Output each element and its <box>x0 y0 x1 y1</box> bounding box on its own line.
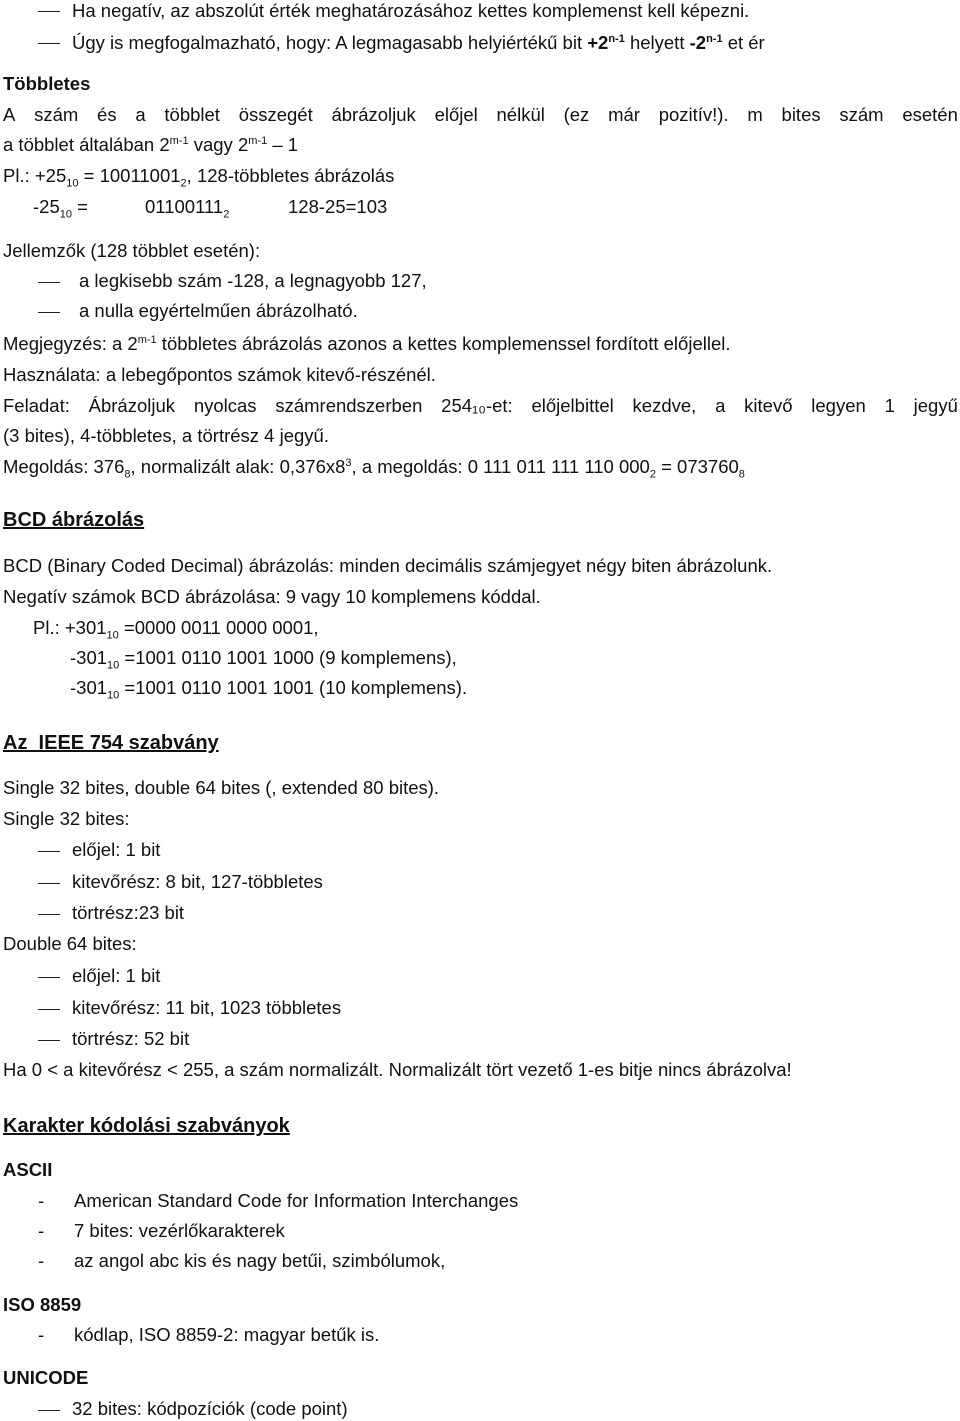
bullet-text: a legkisebb szám -128, a legnagyobb 127, <box>79 270 427 291</box>
section-heading-bcd: BCD ábrázolás <box>3 509 145 531</box>
bullet-text: törtrész: 52 bit <box>72 1028 190 1049</box>
bullet-dash <box>38 914 60 915</box>
bullet-text: a nulla egyértelműen ábrázolható. <box>79 300 358 321</box>
paragraph-line: a többlet általában 2$^{m-1}$ vagy 2$^{m-1}$ – 1 <box>3 134 299 155</box>
iso-heading: ISO 8859 <box>3 1294 82 1315</box>
paragraph-line: BCD (Binary Coded Decimal) ábrázolás: minden decimális számjegyet négy biten ábrázolunk. <box>3 555 773 576</box>
example-line: $-301_{10} =1001$ 0110 1001 1000 (9 komplemens), <box>70 647 457 672</box>
word: nyolcas <box>193 395 257 416</box>
bullet-text: Úgy is megfogalmazható, hogy: A legmagasabb helyiértékű bit $+2^{n-1}$ helyett -2$^{n-1}$ et ér <box>72 32 765 53</box>
usage-line: Használata: a lebegőpontos számok kitevő-részénél. <box>3 364 436 385</box>
props-heading: Jellemzők (128 többlet esetén): <box>3 240 261 261</box>
word: esetén <box>902 104 958 125</box>
list-item: az angol abc kis és nagy betűi, szimbólumok, <box>74 1250 446 1271</box>
word: és <box>97 104 117 125</box>
task-line: (3 bites), 4-többletes, a törtrész 4 jegyű. <box>3 425 329 446</box>
bullet-dash <box>38 1009 60 1010</box>
word: ábrázoljuk <box>331 104 416 125</box>
word: a <box>715 395 726 416</box>
word: többlet <box>164 104 220 125</box>
word: legyen <box>811 395 866 416</box>
word: már <box>608 104 640 125</box>
word: a <box>135 104 146 125</box>
ascii-heading: ASCII <box>3 1159 53 1180</box>
section-heading-karakter: Karakter kódolási szabványok <box>3 1115 290 1137</box>
word: 1 <box>884 395 895 416</box>
word: A <box>3 104 16 125</box>
word: (ez <box>563 104 590 125</box>
paragraph-line <box>3 104 958 126</box>
list-item: American Standard Code for Information Interchanges <box>74 1190 519 1211</box>
bullet-dash <box>38 851 60 852</box>
bullet-text: Ha negatív, az abszolút érték meghatározásához kettes komplemenst kell képezni. <box>72 0 750 21</box>
example-line: Pl.: $+301_{10} =0000$ 0011 0000 0001, <box>33 617 319 642</box>
section-heading-ieee: Az IEEE 754 szabvány <box>3 732 219 754</box>
note-line: Megjegyzés: a 2$^{m-1}$ többletes ábrázolás azonos a kettes komplemenssel fordított előjellel. <box>3 333 731 354</box>
double-heading: Double 64 bites: <box>3 933 137 954</box>
bullet-text: 32 bites: kódpozíciók (code point) <box>72 1398 348 1419</box>
word: 254₁₀-et: <box>441 395 513 416</box>
bullet-dash <box>38 312 60 313</box>
example-line: $-25_{10}$ = <box>33 196 88 221</box>
unicode-heading: UNICODE <box>3 1367 89 1388</box>
bullet-text: előjel: 1 bit <box>72 965 161 986</box>
example-binary: $01100111_2$ <box>145 196 230 221</box>
word: jegyű <box>913 395 958 416</box>
word: bites <box>781 104 821 125</box>
bullet-dash <box>38 1410 60 1411</box>
word: számrendszerben <box>275 395 423 416</box>
word: összegét <box>238 104 313 125</box>
word: kitevő <box>744 395 793 416</box>
word: előjel <box>434 104 478 125</box>
paragraph-line: Negatív számok BCD ábrázolása: 9 vagy 10 komplemens kóddal. <box>3 586 541 607</box>
hyphen-bullet: - <box>38 1190 45 1211</box>
hyphen-bullet: - <box>38 1220 45 1241</box>
bullet-dash <box>38 883 60 884</box>
bullet-text: törtrész:23 bit <box>72 902 185 923</box>
bullet-dash <box>38 43 60 44</box>
example-line: Pl.: $+25_{10} = 10011001_2$, 128-többletes ábrázolás <box>3 165 395 190</box>
example-result: 128-25=103 <box>288 196 388 217</box>
hyphen-bullet: - <box>38 1250 45 1271</box>
list-item: 7 bites: vezérlőkarakterek <box>74 1220 285 1241</box>
word: Ábrázoljuk <box>88 395 176 416</box>
section-heading: Többletes <box>3 73 91 94</box>
paragraph-line: Ha 0 < a kitevőrész < 255, a szám normalizált. Normalizált tört vezető 1-es bitje nincs ábrázolva! <box>3 1059 792 1080</box>
list-item: kódlap, ISO 8859-2: magyar betűk is. <box>74 1324 380 1345</box>
bullet-dash <box>38 282 60 283</box>
word: pozitív!). <box>658 104 729 125</box>
bullet-text: kitevőrész: 11 bit, 1023 többletes <box>72 997 342 1018</box>
word: kezdve, <box>632 395 697 416</box>
bullet-dash <box>38 11 60 12</box>
task-line <box>3 395 958 417</box>
word: nélkül <box>496 104 545 125</box>
word: Feladat: <box>3 395 70 416</box>
bullet-dash <box>38 1040 60 1041</box>
bullet-text: kitevőrész: 8 bit, 127-többletes <box>72 871 323 892</box>
example-line: $-301_{10} =1001$ 0110 1001 1001 (10 komplemens). <box>70 677 468 702</box>
bullet-text: előjel: 1 bit <box>72 839 161 860</box>
solution-line: Megoldás: $376_8$, normalizált alak: $0,376x8^3$, a megoldás: 0 111 011 111 110 $000_2 = 073760_8$ <box>3 456 745 481</box>
word: szám <box>839 104 884 125</box>
single-heading: Single 32 bites: <box>3 808 130 829</box>
hyphen-bullet: - <box>38 1324 45 1345</box>
word: szám <box>34 104 79 125</box>
word: előjelbittel <box>531 395 614 416</box>
word: m <box>747 104 763 125</box>
bullet-dash <box>38 977 60 978</box>
paragraph-line: Single 32 bites, double 64 bites (, extended 80 bites). <box>3 777 440 798</box>
